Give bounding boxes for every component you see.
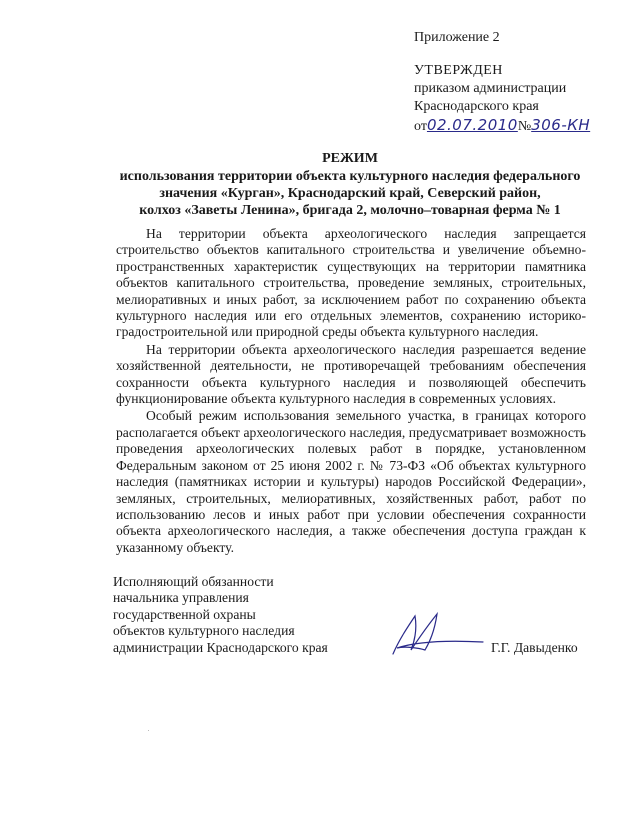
- title-line-1: использования территории объекта культурного наследия федерального: [119, 169, 581, 184]
- signatory-line-2: начальника управления: [113, 590, 249, 606]
- title-line-2: значения «Курган», Краснодарский край, Северский район,: [159, 186, 541, 201]
- document-title: [100, 150, 600, 219]
- signer-name: Г.Г. Давыденко: [491, 640, 578, 655]
- signatory-title: [113, 574, 328, 656]
- number-sign: №: [517, 119, 532, 134]
- approval-date-line: [414, 116, 590, 138]
- paragraph-permission: На территории объекта археологического наследия разрешается ведение хозяйственной деятельности, не противоречащей требованиям обеспечения сохранности объекта культурного наследия и позволяющей обеспечить функционирование объекта культурного наследия в современных условиях.: [116, 341, 586, 407]
- handwritten-signature-icon: [385, 610, 485, 660]
- paragraph-special-regime: Особый режим использования земельного участка, в границах которого располагается объект археологического наследия, предусматривает возможность проведения археологических полевых работ в порядке, установленном Федеральным законом от 25 июня 2002 г. № 73-ФЗ «Об объектах культурного наследия (памятниках истории и культуры) народов Российской Федерации», земляных, строительных, мелиоративных, хозяйственных работ, работ по использованию лесов и иных работ при условии обеспечения сохранности объекта археологического наследия, а также обеспечения доступа граждан к указанному объекту.: [116, 408, 586, 555]
- approval-block: [414, 62, 590, 138]
- from-prefix: от: [414, 119, 427, 134]
- document-body: [116, 226, 586, 557]
- signatory-line-4: объектов культурного наследия: [113, 623, 295, 639]
- scan-speck: [148, 730, 149, 731]
- approval-line-1: приказом администрации: [414, 81, 567, 96]
- approval-line-2: Краснодарского края: [414, 99, 539, 114]
- title-heading: РЕЖИМ: [322, 151, 378, 166]
- signatory-line-5: администрации Краснодарского края: [113, 639, 328, 655]
- signatory-line-1: Исполняющий обязанности: [113, 574, 274, 589]
- handwritten-date: 02.07.2010: [426, 116, 518, 134]
- appendix-label: Приложение 2: [414, 30, 500, 45]
- handwritten-number: 306-КН: [531, 116, 591, 134]
- title-line-3: колхоз «Заветы Ленина», бригада 2, молочно–товарная ферма № 1: [139, 203, 561, 218]
- approved-label: УТВЕРЖДЕН: [414, 63, 503, 78]
- paragraph-prohibition: На территории объекта археологического наследия запрещается строительство объектов капитального строительства и увеличение объемно-пространственных характеристик существующих на территории памятника объектов капитального строительства, проведение земляных, строительных, мелиоративных и иных работ, за исключением работ по сохранению объекта культурного наследия или его отдельных элементов, сохранению историко-градостроительной или природной среды объекта культурного наследия.: [116, 226, 586, 340]
- signatory-line-3: государственной охраны: [113, 606, 256, 622]
